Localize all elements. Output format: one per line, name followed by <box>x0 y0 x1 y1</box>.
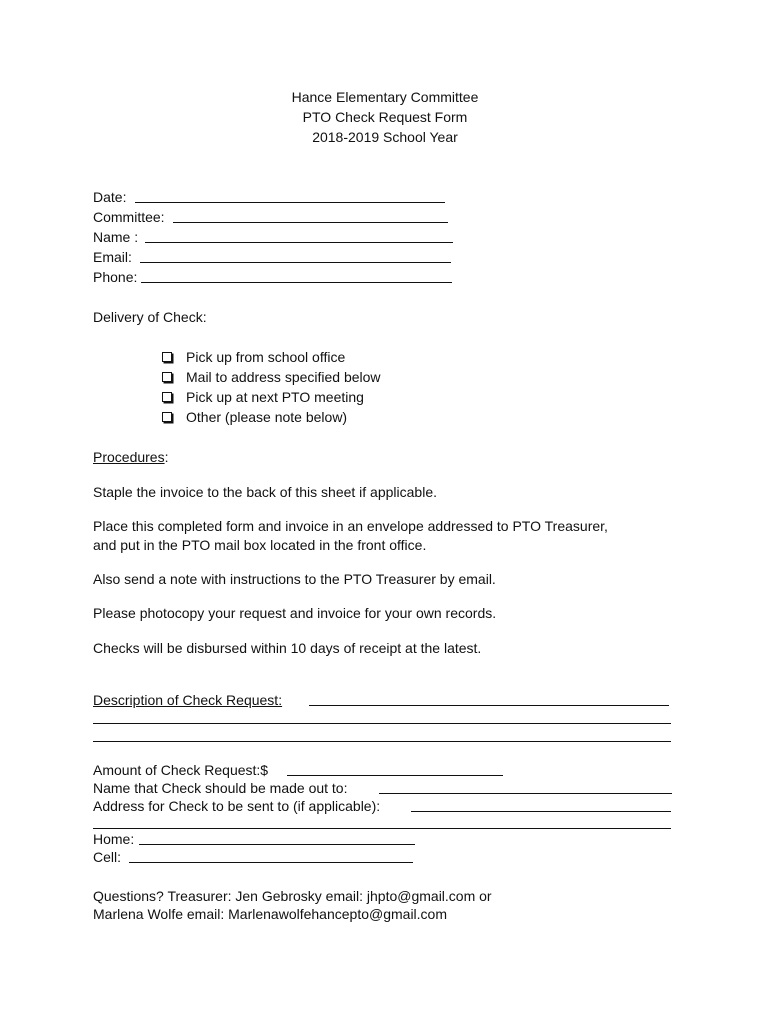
payee-blank-line[interactable] <box>379 793 672 794</box>
committee-blank-line[interactable] <box>173 222 448 223</box>
email-blank-line[interactable] <box>140 262 451 263</box>
date-field[interactable] <box>93 187 453 207</box>
procedure-email-note: Also send a note with instructions to the PTO Treasurer by email. <box>93 571 496 587</box>
description-field[interactable] <box>93 690 671 710</box>
procedure-envelope-line1: Place this completed form and invoice in an envelope addressed to PTO Treasurer, <box>93 518 608 534</box>
phone-label: Phone: <box>93 269 138 285</box>
amount-blank-line[interactable] <box>287 775 503 776</box>
payee-field[interactable] <box>93 778 673 798</box>
amount-field[interactable] <box>93 760 505 780</box>
checkbox-icon[interactable] <box>162 392 172 402</box>
address-blank-line[interactable] <box>411 811 671 812</box>
form-title: PTO Check Request Form <box>302 109 468 125</box>
home-field[interactable] <box>93 829 418 849</box>
cell-label: Cell: <box>93 849 122 865</box>
procedures-heading-text: Procedures <box>93 449 165 465</box>
delivery-option-label: Pick up at next PTO meeting <box>186 389 364 405</box>
description-blank-line[interactable] <box>309 705 669 706</box>
payee-label: Name that Check should be made out to: <box>93 780 348 796</box>
description-blank-line-3[interactable] <box>93 741 671 742</box>
phone-field[interactable] <box>93 267 455 287</box>
cell-field[interactable] <box>93 847 415 867</box>
description-label: Description of Check Request: <box>93 692 283 708</box>
date-blank-line[interactable] <box>135 202 445 203</box>
address-field[interactable] <box>93 796 673 816</box>
procedure-photocopy: Please photocopy your request and invoice for your own records. <box>93 605 497 621</box>
home-label: Home: <box>93 831 135 847</box>
name-blank-line[interactable] <box>145 242 453 243</box>
delivery-option-label: Mail to address specified below <box>186 369 381 385</box>
checkbox-icon[interactable] <box>162 352 172 362</box>
email-field[interactable] <box>93 247 453 267</box>
delivery-option-label: Pick up from school office <box>186 349 346 365</box>
name-label: Name : <box>93 229 139 245</box>
procedure-disbursement: Checks will be disbursed within 10 days of receipt at the latest. <box>93 640 482 656</box>
procedure-staple: Staple the invoice to the back of this sheet if applicable. <box>93 484 437 500</box>
questions-contact-line2: Marlena Wolfe email: Marlenawolfehancepto@gmail.com <box>93 906 447 922</box>
delivery-option-label: Other (please note below) <box>186 409 348 425</box>
phone-blank-line[interactable] <box>141 282 452 283</box>
home-blank-line[interactable] <box>139 844 415 845</box>
procedures-heading-colon: : <box>164 449 169 465</box>
email-label: Email: <box>93 249 132 265</box>
questions-contact-line1: Questions? Treasurer: Jen Gebrosky email: jhpto@gmail.com or <box>93 888 492 904</box>
school-year: 2018-2019 School Year <box>312 129 458 145</box>
checkbox-icon[interactable] <box>162 372 172 382</box>
checkbox-icon[interactable] <box>162 412 172 422</box>
committee-label: Committee: <box>93 209 165 225</box>
address-label: Address for Check to be sent to (if applicable): <box>93 798 381 814</box>
description-blank-line-2[interactable] <box>93 723 671 724</box>
committee-field[interactable] <box>93 207 453 227</box>
procedures-heading <box>93 447 168 467</box>
amount-label: Amount of Check Request:$ <box>93 762 269 778</box>
date-label: Date: <box>93 189 127 205</box>
organization-title: Hance Elementary Committee <box>291 89 479 105</box>
cell-blank-line[interactable] <box>129 862 413 863</box>
name-field[interactable] <box>93 227 455 247</box>
procedure-envelope-line2: and put in the PTO mail box located in the front office. <box>93 537 427 553</box>
delivery-heading: Delivery of Check: <box>93 309 207 325</box>
